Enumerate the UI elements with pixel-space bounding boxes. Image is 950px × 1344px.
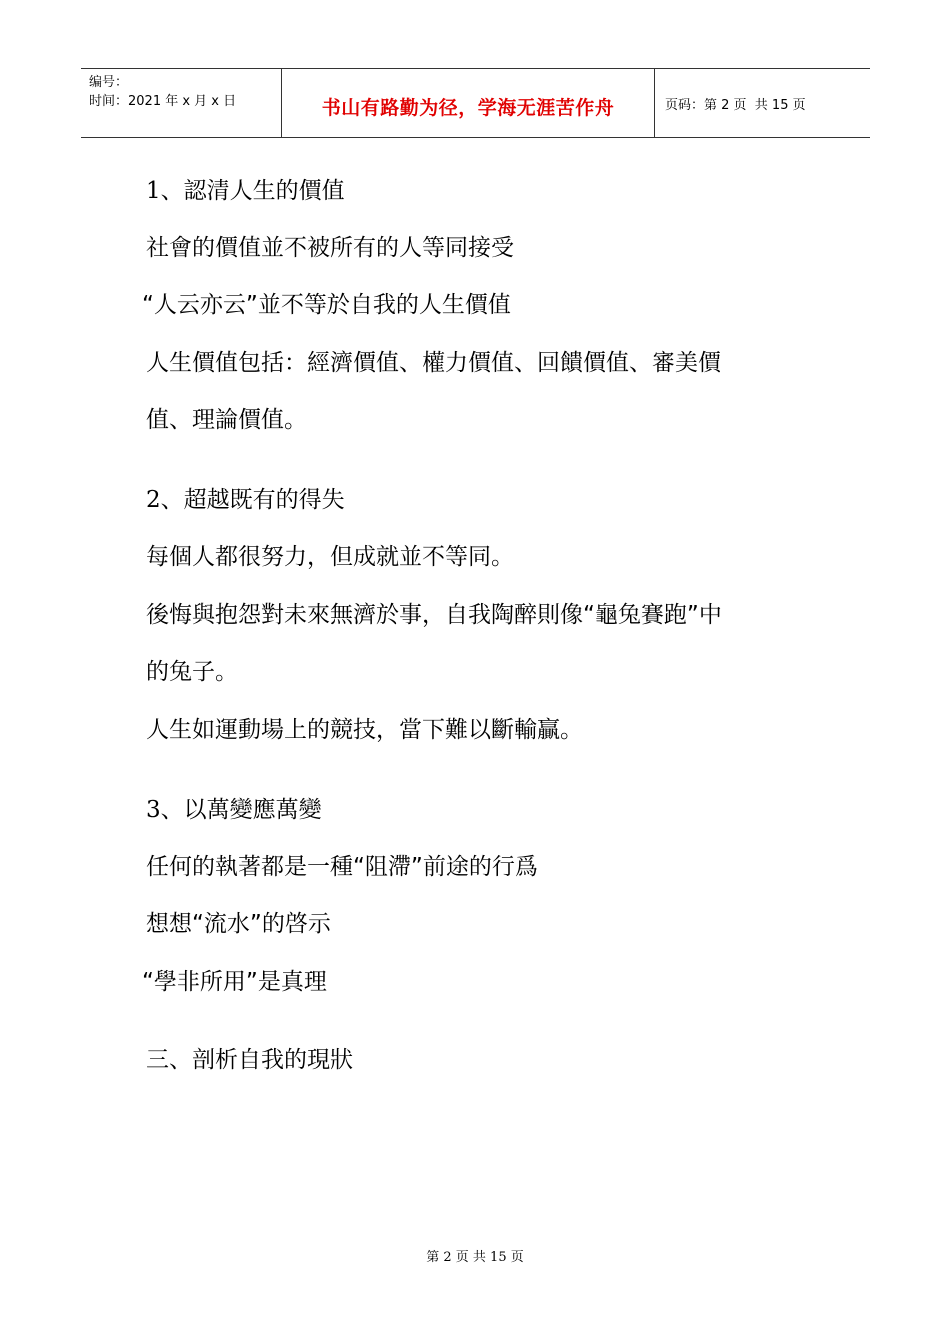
body-line: “人云亦云”並不等於自我的人生價值 (142, 292, 511, 318)
header-page-cell (655, 69, 870, 137)
body-line: 的兔子。 (146, 659, 238, 685)
section-heading: 三、剖析自我的現狀 (146, 1047, 353, 1073)
body-line: 每個人都很努力，但成就並不等同。 (146, 544, 514, 570)
header-page-info: 页码：第 2 页 共 15 页 (665, 97, 806, 113)
number-label: 编号： (89, 75, 129, 90)
time-label: 时间：2021 年 x 月 x 日 (89, 94, 237, 109)
page-footer: 第 2 页 共 15 页 (426, 1250, 524, 1265)
body-line: “學非所用”是真理 (142, 969, 327, 995)
body-line: 人生如運動場上的競技，當下難以斷輸贏。 (146, 717, 583, 743)
document-header (81, 68, 870, 138)
body-line: 任何的執著都是一種“阻滯”前途的行爲 (146, 854, 538, 880)
header-motto-cell (282, 69, 655, 137)
body-line: 值、理論價值。 (146, 407, 307, 433)
body-line: 人生價值包括：經濟價值、權力價值、回饋價值、審美價 (146, 350, 721, 376)
header-meta-cell (81, 69, 282, 137)
body-line: 社會的價值並不被所有的人等同接受 (146, 235, 514, 261)
header-motto: 书山有路勤为径，学海无涯苦作舟 (321, 96, 615, 119)
body-line: 後悔與抱怨對未來無濟於事，自我陶醉則像“龜兔賽跑”中 (146, 602, 722, 628)
section-heading: 2、超越既有的得失 (146, 487, 345, 513)
section-heading: 3、以萬變應萬變 (146, 797, 322, 823)
section-heading: 1、認清人生的價值 (146, 178, 345, 204)
body-line: 想想“流水”的啓示 (146, 911, 331, 937)
